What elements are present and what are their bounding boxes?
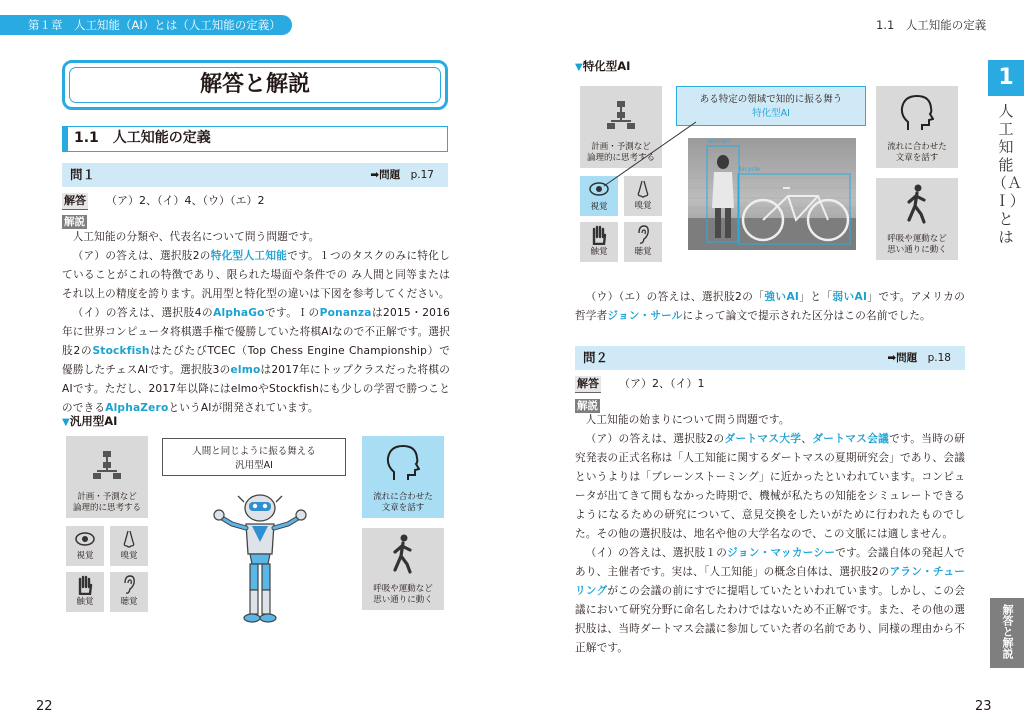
answer-2-text: （ア）2、（イ）1 xyxy=(619,377,705,390)
box-label: 呼吸や運動など 思い通りに動く xyxy=(373,584,433,605)
keyword: ジョン・サール xyxy=(607,310,683,322)
figure-box-movement xyxy=(362,528,444,610)
page-number-right: 23 xyxy=(975,699,992,714)
box-label: 聴覚 xyxy=(120,597,138,607)
answer-2-line xyxy=(575,376,705,393)
callout-line: ある特定の領域で知的に振る舞う xyxy=(699,94,843,105)
explanation-1-body xyxy=(62,228,450,418)
explain-tag: 解説 xyxy=(64,216,85,228)
box-label: 嗅覚 xyxy=(634,201,652,211)
box-label: 呼吸や運動など 思い通りに動く xyxy=(887,234,947,255)
callout-line: 汎用型AI xyxy=(235,460,273,471)
keyword: 強いAI xyxy=(764,291,800,303)
arrow-icon: ➡問題 xyxy=(887,352,918,364)
answer-1-text: （ア）2、（イ）4、（ウ）（エ）2 xyxy=(106,194,265,207)
chapter-side-tab[interactable] xyxy=(988,60,1024,280)
robot-illustration xyxy=(210,488,310,628)
keyword: ダートマス会議 xyxy=(812,433,890,445)
figure-box-movement xyxy=(876,178,958,260)
box-label: 聴覚 xyxy=(634,247,652,257)
figure-box-hearing xyxy=(110,572,148,612)
question-1-reference[interactable] xyxy=(370,163,434,187)
page-title-box xyxy=(62,60,448,110)
question-1-bar xyxy=(62,163,448,187)
ref-page: p.17 xyxy=(410,169,434,181)
eye-icon xyxy=(75,531,95,547)
detection-label: bicycle xyxy=(739,166,760,173)
box-label: 流れに合わせた 文章を話す xyxy=(373,492,433,513)
question-2-reference[interactable] xyxy=(887,346,951,370)
box-label: 流れに合わせた 文章を話す xyxy=(887,142,947,163)
explain-tag: 解説 xyxy=(577,400,598,412)
figure-box-speaking xyxy=(362,436,444,518)
photo-scene xyxy=(688,138,856,250)
answer-section-tab[interactable]: 解答と解説 xyxy=(990,598,1024,668)
paragraph: （イ）の答えは、選択肢１のジョン・マッカーシーです。会議自体の発起人であり、主催者です。実は、「人工知能」の概念自体は、選択肢2のアラン・チューリングがこの会議の前にすでに提唱していたといわれています。しかし、この会議において研究分野に命名したわけではないため不正解です。また、その他の選択肢は、当時ダートマス会議に参加していた者の名前であり、同様の理由から不正解です。 xyxy=(575,547,965,654)
box-label: 嗅覚 xyxy=(120,551,138,561)
keyword: ダートマス大学 xyxy=(724,433,802,445)
ear-icon xyxy=(636,225,650,245)
triangle-icon: ▼ xyxy=(62,417,70,428)
figure-special-subtitle: ▼特化型AI xyxy=(575,59,631,73)
running-person-icon xyxy=(390,534,416,574)
arrow-icon: ➡問題 xyxy=(370,169,401,181)
paragraph: （ウ）（エ）の答えは、選択肢2の「強いAI」と「弱いAI」です。アメリカの哲学者ジョン・サールによって論文で提示された区分はこの名前でした。 xyxy=(575,291,965,322)
ref-page: p.18 xyxy=(927,352,951,364)
section-heading: 1.1 人工知能の定義 xyxy=(62,126,448,152)
page-number-left: 22 xyxy=(36,699,53,714)
box-label: 計画・予測など 論理的に思考する xyxy=(72,492,141,513)
figure-box-hearing xyxy=(624,222,662,262)
paragraph: 人工知能の分類や、代表名について問う問題です。 xyxy=(72,231,320,243)
object-detection-photo xyxy=(688,138,856,250)
figure-box-speaking xyxy=(876,86,958,168)
figure-box-touch xyxy=(580,222,618,262)
figure-general-subtitle: ▼汎用型AI xyxy=(62,414,118,428)
nose-icon xyxy=(121,530,137,550)
figure-box-touch xyxy=(66,572,104,612)
callout-line: 人間と同じように振る舞える xyxy=(192,446,316,457)
box-label: 視覚 xyxy=(590,202,608,212)
head-icon xyxy=(386,444,420,482)
figure-box-smell xyxy=(110,526,148,566)
paragraph: 人工知能の始まりについて問う問題です。 xyxy=(585,414,790,426)
keyword: Stockfish xyxy=(92,345,150,357)
running-person-icon xyxy=(904,184,930,224)
question-2-label: 問２ xyxy=(583,350,609,365)
keyword: elmo xyxy=(230,364,261,376)
figure-box-planning xyxy=(66,436,148,518)
box-label: 計画・予測など 論理的に思考する xyxy=(586,142,655,163)
chapter-header-tab: 第１章 人工知能（AI）とは（人工知能の定義） xyxy=(0,15,292,35)
keyword: 弱いAI xyxy=(832,291,868,303)
box-label: 触覚 xyxy=(590,247,608,257)
answer-tag: 解答 xyxy=(575,376,601,393)
callout-pointer-line xyxy=(600,120,700,190)
callout-line: 特化型AI xyxy=(752,108,790,119)
question-1-label: 問１ xyxy=(70,167,96,182)
running-header-right: 1.1 人工知能の定義 xyxy=(876,18,987,32)
triangle-icon: ▼ xyxy=(575,62,583,73)
figure-box-vision xyxy=(66,526,104,566)
head-icon xyxy=(900,94,934,132)
paragraph: （ア）の答えは、選択肢2の特化型人工知能です。１つのタスクのみに特化していることがこれの特徴であり、限られた場面や条件での み人間と同等またはそれ以上の精度を誇ります。汎用型と特化型の違いは下図を参考してください。 xyxy=(62,250,451,300)
box-label: 視覚 xyxy=(76,551,94,561)
keyword: アラン・チューリング xyxy=(575,566,965,597)
keyword: AlphaZero xyxy=(105,402,169,414)
keyword: Ponanza xyxy=(319,307,372,319)
chapter-number: 1 xyxy=(988,60,1024,96)
figure-general-callout xyxy=(162,438,346,476)
question-2-bar xyxy=(575,346,965,370)
box-label: 触覚 xyxy=(76,597,94,607)
paragraph: （ア）の答えは、選択肢2のダートマス大学、ダートマス会議です。当時の研究発表の正式名称は「人工知能に関するダートマスの夏期研究会」であり、会議というよりは「ブレーンストーミング」に近かったといわれています。コンピュータが出てきて間もなかった時期で、機械が私たちの知能をシミュレートできるようになるための研究について、意見交換をしたいがために行われたものでした。その他の選択肢は、地名や他の大学名なので、この文脈には適しません。 xyxy=(575,433,965,540)
keyword: ジョン・マッカーシー xyxy=(727,547,836,559)
ear-icon xyxy=(122,575,136,595)
detection-label: woman xyxy=(708,138,730,145)
paragraph: （イ）の答えは、選択肢4のAlphaGoです。ＩのPonanzaは2015・2016年に世界コンピュータ将棋選手権で優勝していた将棋AIなので不正解です。選択肢2のStockfishはたびたびTCEC（Top Chess Engine Championship）で優勝したチェスAIです。選択肢3のelmoは2017年にトップクラスだった将棋のAIです。ただし、2017年以降にはelmoやStockfishにも少しの学習で勝つことのできるAlphaZeroというAIが開発されています。 xyxy=(62,307,451,414)
figure-special-callout xyxy=(676,86,866,126)
keyword: 特化型人工知能 xyxy=(210,250,288,262)
keyword: AlphaGo xyxy=(213,307,265,319)
flowchart-icon xyxy=(92,450,122,480)
hand-icon xyxy=(77,575,93,595)
hand-icon xyxy=(591,225,607,245)
paragraph-strong-weak-ai xyxy=(575,288,965,326)
chapter-side-title: 人工知能（ＡＩ）とは xyxy=(992,102,1023,246)
answer-1-line xyxy=(62,193,265,210)
explanation-2-body xyxy=(575,411,965,658)
page-title: 解答と解説 xyxy=(69,67,441,103)
answer-tag: 解答 xyxy=(62,193,88,210)
